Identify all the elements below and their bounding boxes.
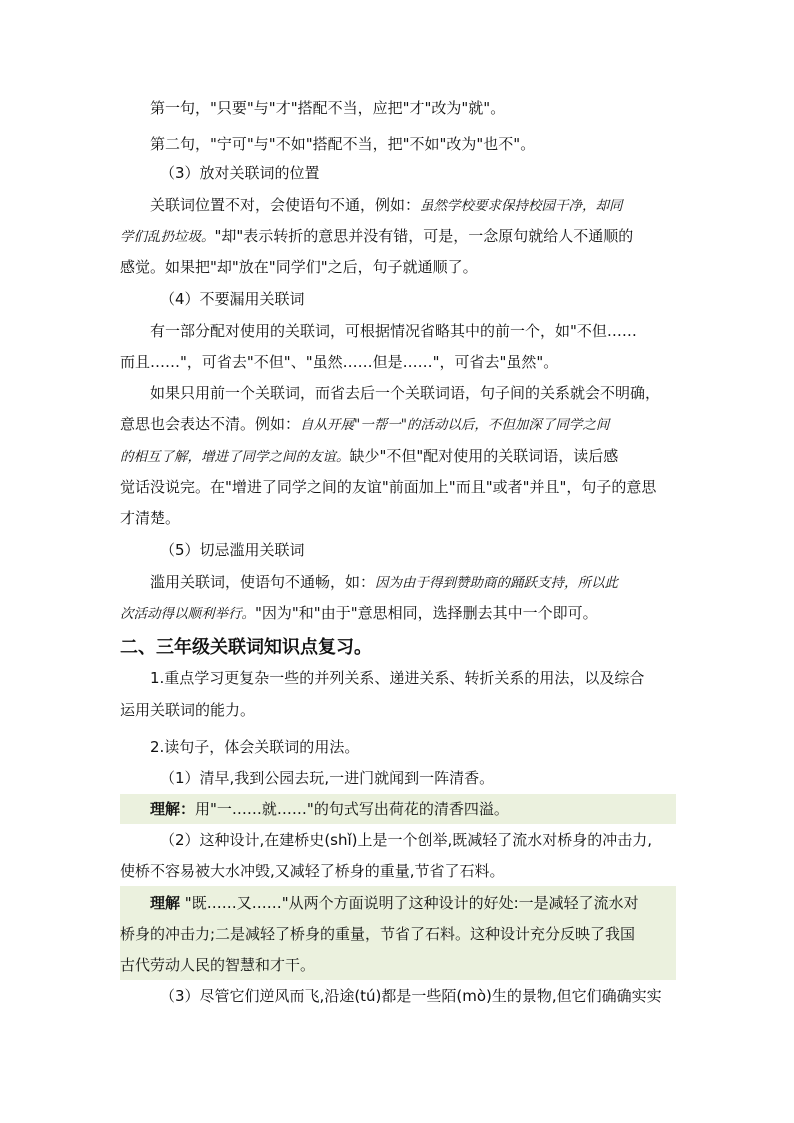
section-3-line-3: 感觉。如果把"却"放在"同学们"之后，句子就通顺了。: [120, 258, 478, 276]
explanation-label: 理解：: [150, 800, 196, 818]
section-3-line-1: [150, 195, 623, 216]
section-4-line-1: 有一部分配对使用的关联词，可根据情况省略其中的前一个，如"不但……: [150, 322, 637, 340]
explanation-1: [150, 799, 509, 819]
section-4-line-2: 而且……"，可省去"不但"、"虽然……但是……"，可省去"虽然"。: [120, 353, 559, 371]
section-3-title: （3）放对关联词的位置: [160, 164, 320, 182]
section-4-line-6: 觉话没说完。在"增进了同学之间的友谊"前面加上"而且"或者"并且"，句子的意思: [120, 478, 657, 496]
explanation-2-line-2: 桥身的冲击力;二是减轻了桥身的重量，节省了石料。这种设计充分反映了我国: [120, 925, 636, 943]
example-2-line-2: 使桥不容易被大水冲毁,又减轻了桥身的重量,节省了石料。: [120, 862, 505, 880]
knowledge-point-1-line-1: 1.重点学习更复杂一些的并列关系、递进关系、转折关系的用法，以及综合: [150, 669, 645, 687]
example-sentence: 次活动得以顺利举行。: [120, 606, 255, 622]
section-4-line-5: [120, 446, 618, 467]
section-4-title: （4）不要漏用关联词: [160, 290, 305, 308]
section-4-line-3: 如果只用前一个关联词，而省去后一个关联词语，句子间的关系就会不明确，: [150, 384, 661, 402]
example-3-line-1: （3）尽管它们逆风而飞,沿途(tú)都是一些陌(mò)生的景物,但它们确确实实: [160, 987, 662, 1005]
section-5-line-2: [120, 603, 598, 624]
section-heading-2: 二、三年级关联词知识点复习。: [120, 637, 372, 658]
example-sentence: 因为由于得到赞助商的踊跃支持，所以此: [375, 575, 619, 591]
section-5-line-1: [150, 572, 618, 593]
body-text: 关联词位置不对，会使语句不通，例如：: [150, 196, 421, 214]
example-sentence: 虽然学校要求保持校园干净，却同: [420, 198, 623, 214]
explanation-text: "既……又……"从两个方面说明了这种设计的好处:一是减轻了流水对: [184, 894, 639, 912]
section-4-line-4: [120, 414, 609, 435]
paragraph-first-sentence: 第一句，"只要"与"才"搭配不当，应把"才"改为"就"。: [150, 99, 506, 117]
body-text: 意思也会表达不清。例如：: [120, 415, 301, 433]
example-sentence: 自从开展"一帮一"的活动以后，不但加深了同学之间: [300, 417, 610, 433]
explanation-2-line-1: [150, 893, 639, 913]
section-5-title: （5）切忌滥用关联词: [160, 541, 305, 559]
body-text: 滥用关联词，使语句不通畅，如：: [150, 573, 376, 591]
section-3-line-2: [120, 226, 633, 247]
explanation-text: 用"一……就……"的句式写出荷花的清香四溢。: [195, 800, 509, 818]
example-sentence: 的相互了解，增进了同学之间的友谊。: [120, 449, 350, 465]
knowledge-point-2: 2.读句子，体会关联词的用法。: [150, 738, 360, 756]
example-2-line-1: （2）这种设计,在建桥史(shǐ)上是一个创举,既减轻了流水对桥身的冲击力,: [160, 831, 653, 849]
knowledge-point-1-line-2: 运用关联词的能力。: [120, 701, 256, 719]
explanation-label: 理解: [150, 894, 181, 912]
section-4-line-7: 才清楚。: [120, 509, 181, 527]
body-text: "因为"和"由于"意思相同，选择删去其中一个即可。: [255, 604, 598, 622]
body-text: "却"表示转折的意思并没有错，可是，一念原句就给人不通顺的: [214, 227, 634, 245]
example-1: （1）清早,我到公园去玩,一进门就闻到一阵清香。: [160, 769, 495, 787]
explanation-2-line-3: 古代劳动人民的智慧和才干。: [120, 956, 316, 974]
example-sentence: 学们乱扔垃圾。: [120, 229, 215, 245]
body-text: 缺少"不但"配对使用的关联词语，读后感: [349, 447, 619, 465]
paragraph-second-sentence: 第二句，"宁可"与"不如"搭配不当，把"不如"改为"也不"。: [150, 135, 536, 153]
